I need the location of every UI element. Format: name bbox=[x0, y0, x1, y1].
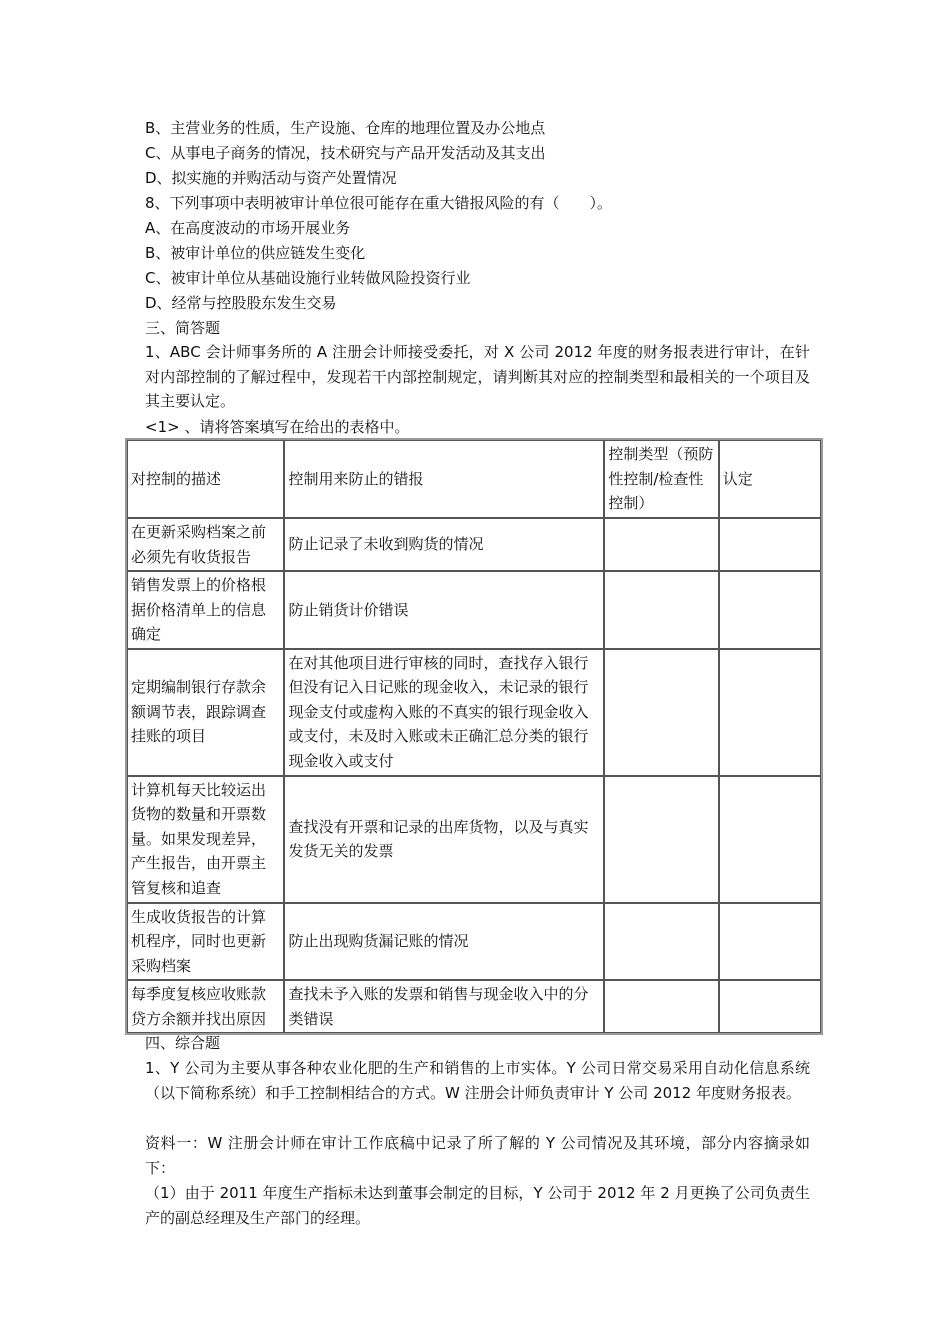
table-header-row bbox=[127, 440, 821, 518]
cell-desc: 销售发票上的价格根据价格清单上的信息确定 bbox=[127, 571, 284, 649]
section-heading-comprehensive: 四、综合题 bbox=[145, 1034, 221, 1052]
cell-assertion bbox=[719, 649, 821, 776]
cell-assertion bbox=[719, 903, 821, 981]
cell-type bbox=[604, 980, 718, 1033]
cell-assertion bbox=[719, 980, 821, 1033]
material-1: 资料一：W 注册会计师在审计工作底稿中记录了所了解的 Y 公司情况及其环境，部分内容摘录如下： bbox=[145, 1134, 810, 1177]
table-row bbox=[127, 776, 821, 903]
question-8: 8、下列事项中表明被审计单位很可能存在重大错报风险的有（ ）。 bbox=[145, 194, 613, 212]
short-answer-question-1: 1、ABC 会计师事务所的 A 注册会计师接受委托，对 X 公司 2012 年度的财务报表进行审计，在针对内部控制的了解过程中，发现若干内部控制规定，请判断其对应的控制类型和最相关的一个项目及其主要认定。 bbox=[145, 343, 810, 410]
option-c-line: C、从事电子商务的情况，技术研究与产品开发活动及其支出 bbox=[145, 144, 546, 162]
cell-desc: 每季度复核应收账款贷方余额并找出原因 bbox=[127, 980, 284, 1033]
q8-option-d: D、经常与控股股东发生交易 bbox=[145, 294, 337, 312]
cell-prevents: 在对其他项目进行审核的同时，查找存入银行但没有记入日记账的现金收入，未记录的银行现金支付或虚构入账的不真实的银行现金收入或支付，未及时入账或未正确汇总分类的银行现金收入或支付 bbox=[284, 649, 604, 776]
table-row bbox=[127, 518, 821, 571]
option-b-line: B、主营业务的性质，生产设施、仓库的地理位置及办公地点 bbox=[145, 119, 546, 137]
table-row bbox=[127, 980, 821, 1033]
cell-prevents: 查找未予入账的发票和销售与现金收入中的分类错误 bbox=[284, 980, 604, 1033]
q8-option-c: C、被审计单位从基础设施行业转做风险投资行业 bbox=[145, 269, 471, 287]
table-row bbox=[127, 571, 821, 649]
table-row bbox=[127, 649, 821, 776]
cell-assertion bbox=[719, 776, 821, 903]
q8-option-a: A、在高度波动的市场开展业务 bbox=[145, 219, 351, 237]
cell-type bbox=[604, 776, 718, 903]
cell-assertion bbox=[719, 571, 821, 649]
material-item-1: （1）由于 2011 年度生产指标未达到董事会制定的目标，Y 公司于 2012 年 2 月更换了公司负责生产的副总经理及生产部门的经理。 bbox=[145, 1184, 810, 1227]
cell-prevents: 防止记录了未收到购货的情况 bbox=[284, 518, 604, 571]
sub-question-1: <1> 、请将答案填写在给出的表格中。 bbox=[145, 418, 410, 436]
cell-type bbox=[604, 649, 718, 776]
cell-prevents: 查找没有开票和记录的出库货物，以及与真实发货无关的发票 bbox=[284, 776, 604, 903]
section-heading-short-answer: 三、简答题 bbox=[145, 319, 221, 337]
cell-prevents: 防止销货计价错误 bbox=[284, 571, 604, 649]
header-desc: 对控制的描述 bbox=[127, 440, 284, 518]
cell-desc: 计算机每天比较运出货物的数量和开票数量。如果发现差异，产生报告，由开票主管复核和追查 bbox=[127, 776, 284, 903]
table-row bbox=[127, 903, 821, 981]
header-type: 控制类型（预防性控制/检查性控制） bbox=[604, 440, 718, 518]
cell-type bbox=[604, 518, 718, 571]
comprehensive-question-1: 1、Y 公司为主要从事各种农业化肥的生产和销售的上市实体。Y 公司日常交易采用自动化信息系统（以下简称系统）和手工控制相结合的方式。W 注册会计师负责审计 Y 公司 2012 年度财务报表。 bbox=[145, 1059, 810, 1102]
cell-type bbox=[604, 571, 718, 649]
cell-desc: 定期编制银行存款余额调节表，跟踪调查挂账的项目 bbox=[127, 649, 284, 776]
option-d-line: D、拟实施的并购活动与资产处置情况 bbox=[145, 169, 397, 187]
cell-desc: 在更新采购档案之前必须先有收货报告 bbox=[127, 518, 284, 571]
cell-type bbox=[604, 903, 718, 981]
q8-option-b: B、被审计单位的供应链发生变化 bbox=[145, 244, 366, 262]
header-prevents: 控制用来防止的错报 bbox=[284, 440, 604, 518]
control-table bbox=[125, 438, 823, 1035]
cell-assertion bbox=[719, 518, 821, 571]
cell-prevents: 防止出现购货漏记账的情况 bbox=[284, 903, 604, 981]
cell-desc: 生成收货报告的计算机程序，同时也更新采购档案 bbox=[127, 903, 284, 981]
header-assertion: 认定 bbox=[719, 440, 821, 518]
